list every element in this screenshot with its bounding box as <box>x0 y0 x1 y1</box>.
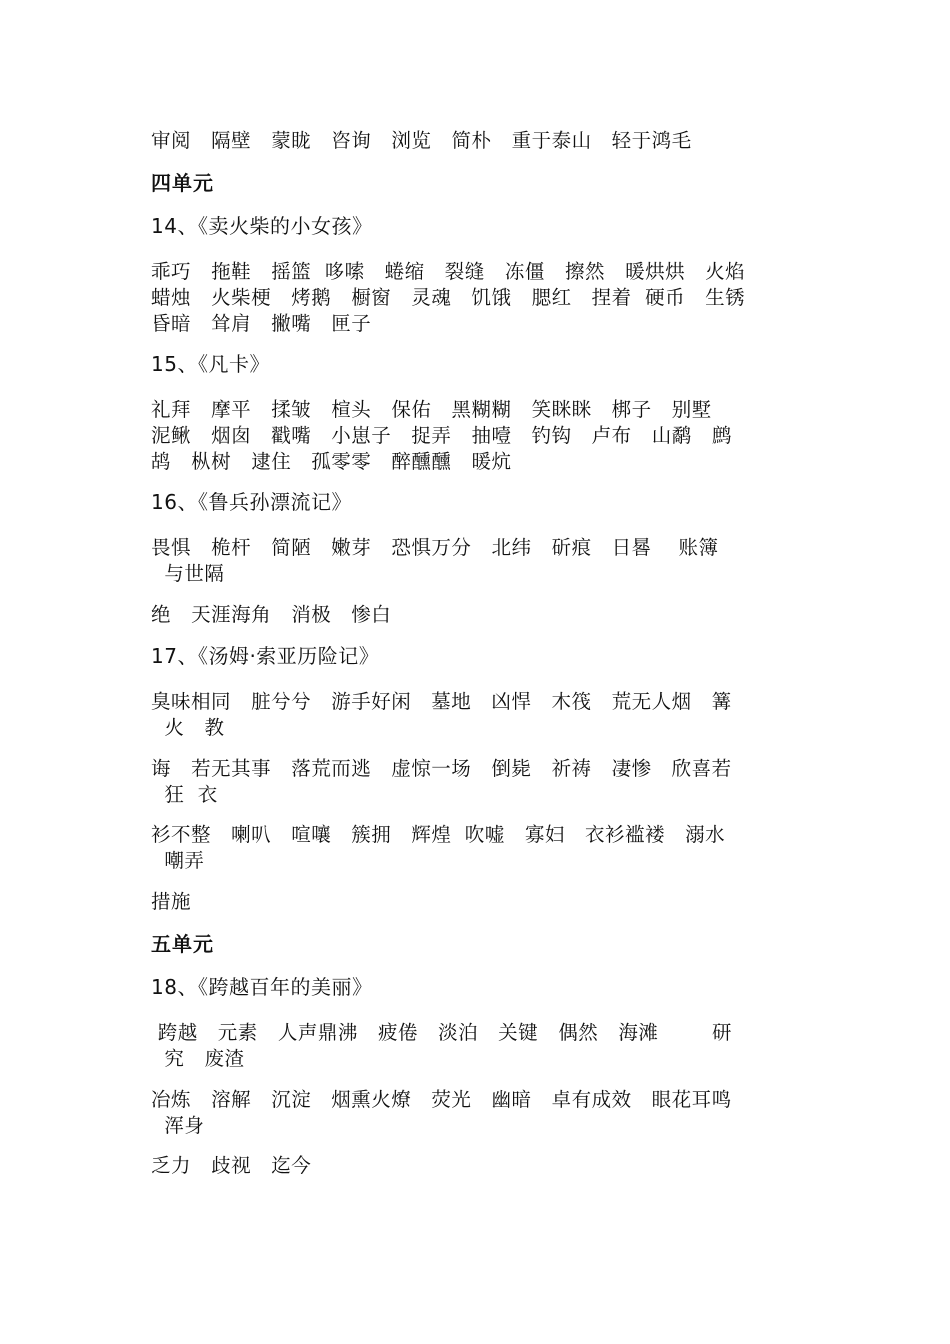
word-line: 鸪 枞树 逮住 孤零零 醉醺醺 暖炕 <box>151 450 512 473</box>
word-line: 浑身 <box>151 1114 205 1137</box>
unit-heading: 四单元 <box>151 171 214 195</box>
word-line: 昏暗 耸肩 撇嘴 匣子 <box>151 312 372 335</box>
word-line: 审阅 隔壁 蒙眬 咨询 浏览 简朴 重于泰山 轻于鸿毛 <box>151 129 692 152</box>
word-line: 礼拜 摩平 揉皱 楦头 保佑 黑糊糊 笑眯眯 梆子 别墅 <box>151 398 712 421</box>
word-line: 嘲弄 <box>151 849 205 872</box>
word-line: 乖巧 拖鞋 摇篮 哆嗦 蜷缩 裂缝 冻僵 擦然 暖烘烘 火焰 <box>151 260 746 283</box>
lesson-title: 17、《汤姆·索亚历险记》 <box>151 644 380 668</box>
word-line: 泥鳅 烟囱 戳嘴 小崽子 捉弄 抽噎 钓钩 卢布 山鹬 鹧 <box>151 424 732 447</box>
word-line: 蜡烛 火柴梗 烤鹅 橱窗 灵魂 饥饿 腮红 捏着 硬币 生锈 <box>151 286 746 309</box>
word-line: 乏力 歧视 迄今 <box>151 1154 312 1177</box>
word-line: 究 废渣 <box>151 1047 245 1070</box>
word-line: 诲 若无其事 落荒而逃 虚惊一场 倒毙 祈祷 凄惨 欣喜若 <box>151 757 732 780</box>
word-line: 与世隔 <box>151 562 225 585</box>
lesson-title: 18、《跨越百年的美丽》 <box>151 975 373 999</box>
word-line: 跨越 元素 人声鼎沸 疲倦 淡泊 关键 偶然 海滩 研 <box>151 1021 732 1044</box>
word-line: 畏惧 桅杆 简陋 嫩芽 恐惧万分 北纬 斫痕 日晷 账簿 <box>151 536 719 559</box>
word-line: 绝 天涯海角 消极 惨白 <box>151 603 392 626</box>
word-line: 臭味相同 脏兮兮 游手好闲 墓地 凶悍 木筏 荒无人烟 篝 <box>151 690 732 713</box>
word-line: 措施 <box>151 890 192 913</box>
lesson-title: 16、《鲁兵孙漂流记》 <box>151 490 352 514</box>
word-line: 衫不整 喇叭 喧嚷 簇拥 辉煌 吹嘘 寡妇 衣衫褴褛 溺水 <box>151 823 726 846</box>
unit-heading: 五单元 <box>151 932 214 956</box>
lesson-title: 15、《凡卡》 <box>151 352 270 376</box>
word-line: 冶炼 溶解 沉淀 烟熏火燎 荧光 幽暗 卓有成效 眼花耳鸣 <box>151 1088 732 1111</box>
word-line: 火 教 <box>151 716 225 739</box>
lesson-title: 14、《卖火柴的小女孩》 <box>151 214 373 238</box>
word-line: 狂 衣 <box>151 783 218 806</box>
